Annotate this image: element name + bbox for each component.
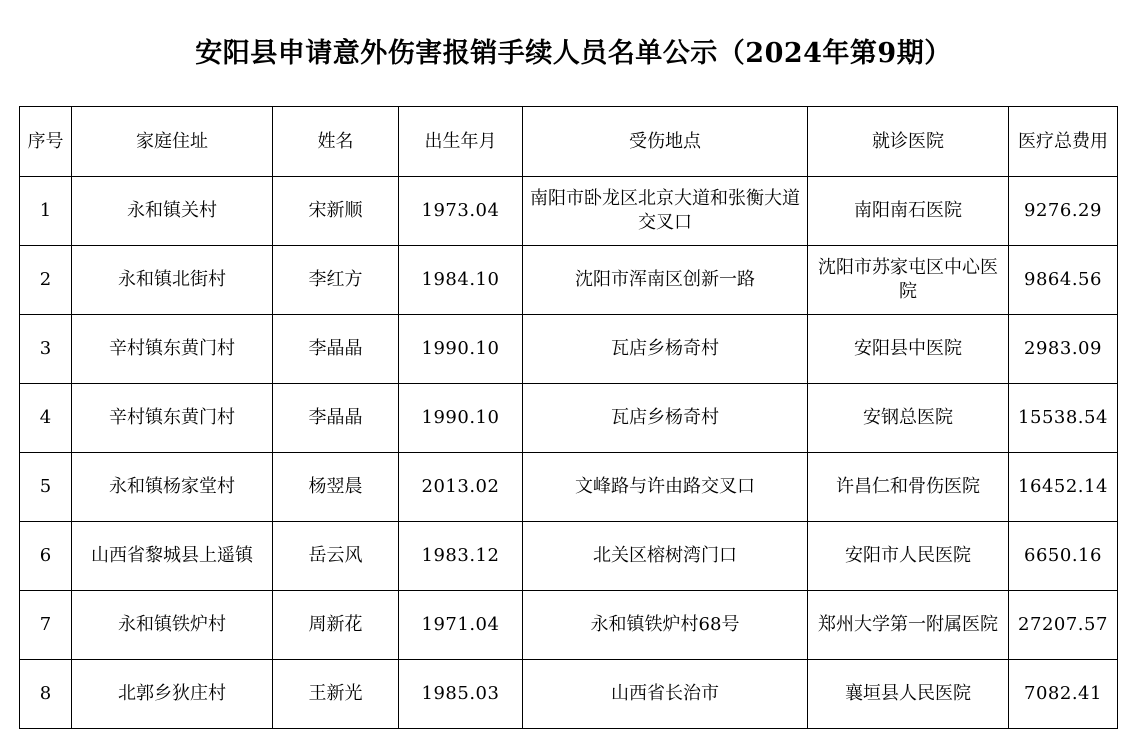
header-hospital: 就诊医院 [808,107,1009,177]
table-row [20,315,1118,384]
table-row [20,522,1118,591]
cell-cost: 9276.29 [1009,177,1118,246]
cell-hospital: 许昌仁和骨伤医院 [808,453,1009,522]
cell-hospital: 安阳市人民医院 [808,522,1009,591]
cell-index: 7 [20,591,72,660]
cell-hospital: 郑州大学第一附属医院 [808,591,1009,660]
page-title: 安阳县申请意外伤害报销手续人员名单公示（2024年第9期） [195,38,952,69]
cell-index: 2 [20,246,72,315]
cell-name: 李晶晶 [273,315,399,384]
cell-address: 辛村镇东黄门村 [72,315,273,384]
cell-birth: 1973.04 [399,177,523,246]
cell-name: 李晶晶 [273,384,399,453]
cell-index: 3 [20,315,72,384]
header-injury-location: 受伤地点 [523,107,808,177]
cell-injury-location: 文峰路与许由路交叉口 [523,453,808,522]
cell-index: 4 [20,384,72,453]
cell-birth: 1990.10 [399,315,523,384]
cell-injury-location: 北关区榕树湾门口 [523,522,808,591]
cell-name: 李红方 [273,246,399,315]
cell-hospital: 安阳县中医院 [808,315,1009,384]
cell-birth: 1990.10 [399,384,523,453]
cell-address: 山西省黎城县上遥镇 [72,522,273,591]
cell-injury-location: 永和镇铁炉村68号 [523,591,808,660]
cell-name: 王新光 [273,660,399,729]
table-header-row [20,107,1118,177]
cell-cost: 15538.54 [1009,384,1118,453]
table-row [20,384,1118,453]
table-row [20,177,1118,246]
cell-address: 北郭乡狄庄村 [72,660,273,729]
cell-hospital: 南阳南石医院 [808,177,1009,246]
cell-index: 6 [20,522,72,591]
cell-injury-location: 瓦店乡杨奇村 [523,315,808,384]
table-row [20,246,1118,315]
cell-cost: 9864.56 [1009,246,1118,315]
cell-hospital: 安钢总医院 [808,384,1009,453]
roster-table [19,106,1118,729]
cell-index: 8 [20,660,72,729]
cell-address: 辛村镇东黄门村 [72,384,273,453]
header-cost: 医疗总费用 [1009,107,1118,177]
cell-cost: 7082.41 [1009,660,1118,729]
cell-cost: 16452.14 [1009,453,1118,522]
cell-birth: 2013.02 [399,453,523,522]
cell-injury-location: 南阳市卧龙区北京大道和张衡大道交叉口 [523,177,808,246]
cell-address: 永和镇关村 [72,177,273,246]
table-row [20,660,1118,729]
cell-hospital: 沈阳市苏家屯区中心医院 [808,246,1009,315]
cell-index: 1 [20,177,72,246]
cell-index: 5 [20,453,72,522]
cell-birth: 1971.04 [399,591,523,660]
cell-address: 永和镇铁炉村 [72,591,273,660]
cell-name: 宋新顺 [273,177,399,246]
cell-cost: 27207.57 [1009,591,1118,660]
cell-address: 永和镇杨家堂村 [72,453,273,522]
cell-cost: 2983.09 [1009,315,1118,384]
cell-name: 杨翌晨 [273,453,399,522]
header-birth: 出生年月 [399,107,523,177]
cell-injury-location: 沈阳市浑南区创新一路 [523,246,808,315]
cell-birth: 1983.12 [399,522,523,591]
header-name: 姓名 [273,107,399,177]
table-row [20,591,1118,660]
cell-address: 永和镇北街村 [72,246,273,315]
cell-name: 岳云风 [273,522,399,591]
cell-birth: 1985.03 [399,660,523,729]
header-address: 家庭住址 [72,107,273,177]
cell-name: 周新花 [273,591,399,660]
cell-injury-location: 瓦店乡杨奇村 [523,384,808,453]
table-row [20,453,1118,522]
cell-injury-location: 山西省长治市 [523,660,808,729]
cell-hospital: 襄垣县人民医院 [808,660,1009,729]
cell-cost: 6650.16 [1009,522,1118,591]
header-index: 序号 [20,107,72,177]
cell-birth: 1984.10 [399,246,523,315]
